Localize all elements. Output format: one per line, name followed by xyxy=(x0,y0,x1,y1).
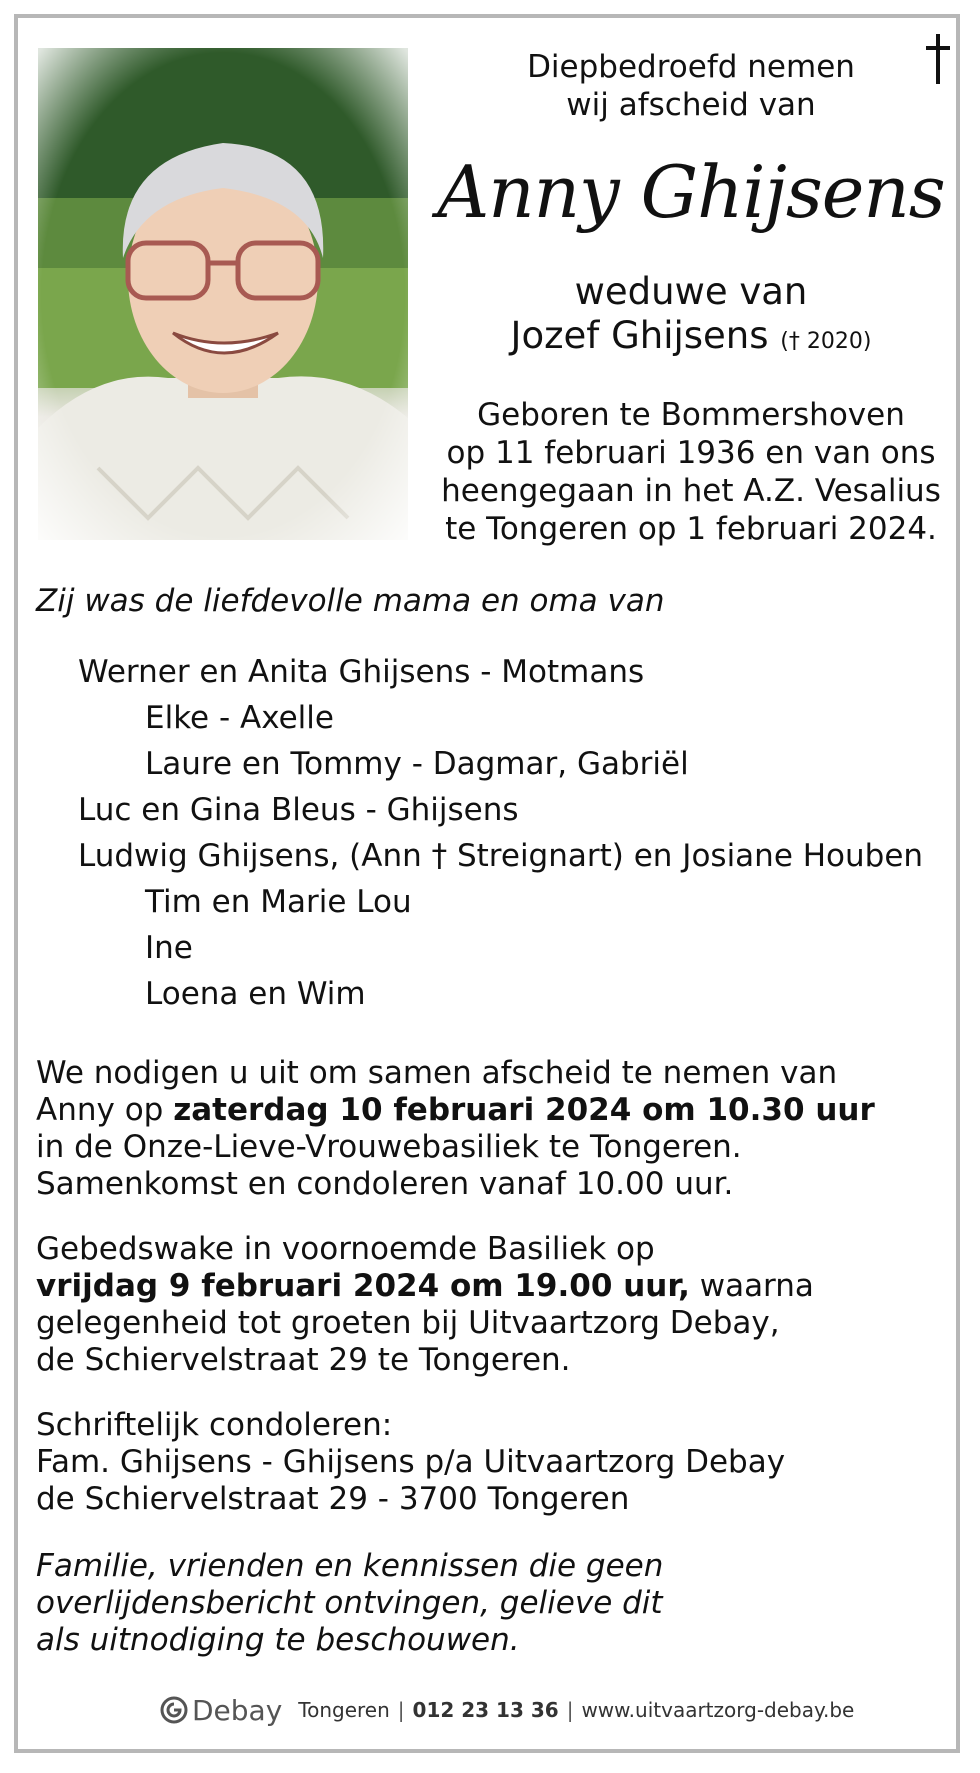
closing-line: Familie, vrienden en kennissen die geen xyxy=(36,1548,664,1584)
invitation-paragraph xyxy=(36,1055,956,1203)
condolence-paragraph xyxy=(36,1407,956,1518)
vigil-paragraph xyxy=(36,1231,956,1379)
intro-text xyxy=(436,48,946,124)
born-line: op 11 februari 1936 en van ons xyxy=(446,435,936,471)
debay-logo-icon xyxy=(160,1696,188,1724)
footer-city: Tongeren xyxy=(298,1698,390,1722)
family-member: Tim en Marie Lou xyxy=(145,884,412,920)
vigil-line: gelegenheid tot groeten bij Uitvaartzorg Debay, xyxy=(36,1305,780,1341)
debay-logo xyxy=(160,1694,282,1727)
intro-line: Diepbedroefd nemen xyxy=(527,49,855,85)
closing-paragraph xyxy=(36,1548,956,1659)
footer xyxy=(160,1690,854,1730)
lovingly-heading: Zij was de liefdevolle mama en oma van xyxy=(36,583,665,619)
widow-of: weduwe van xyxy=(574,270,808,313)
vigil-line: Gebedswake in voornoemde Basiliek op xyxy=(36,1231,655,1267)
closing-line: als uitnodiging te beschouwen. xyxy=(36,1622,520,1658)
condolence-line: Fam. Ghijsens - Ghijsens p/a Uitvaartzorg Debay xyxy=(36,1444,786,1480)
deceased-name: Anny Ghijsens xyxy=(437,150,945,234)
family-member: Elke - Axelle xyxy=(145,700,334,736)
vigil-line xyxy=(36,1268,956,1305)
footer-website: www.uitvaartzorg-debay.be xyxy=(581,1698,855,1722)
closing-line: overlijdensbericht ontvingen, gelieve dit xyxy=(36,1585,663,1621)
husband-name: Jozef Ghijsens xyxy=(510,314,769,357)
born-line: te Tongeren op 1 februari 2024. xyxy=(445,511,937,547)
family-member: Luc en Gina Bleus - Ghijsens xyxy=(78,792,519,828)
family-member: Ludwig Ghijsens, (Ann † Streignart) en Josiane Houben xyxy=(78,838,924,874)
footer-separator: | xyxy=(566,1698,574,1722)
birth-death-info xyxy=(436,396,946,548)
portrait-photo xyxy=(38,48,408,540)
funeral-datetime: zaterdag 10 februari 2024 om 10.30 uur xyxy=(173,1092,875,1128)
invitation-line xyxy=(36,1092,956,1129)
invitation-text: Anny op xyxy=(36,1092,174,1128)
invitation-line: in de Onze-Lieve-Vrouwebasiliek te Tongeren. xyxy=(36,1129,742,1165)
family-member: Loena en Wim xyxy=(145,976,366,1012)
husband-line xyxy=(436,314,946,364)
family-member: Ine xyxy=(145,930,193,966)
invitation-line: Samenkomst en condoleren vanaf 10.00 uur. xyxy=(36,1166,734,1202)
invitation-line: We nodigen u uit om samen afscheid te nemen van xyxy=(36,1055,838,1091)
born-line: heengegaan in het A.Z. Vesalius xyxy=(441,473,941,509)
vigil-text: waarna xyxy=(689,1268,814,1304)
vigil-line: de Schiervelstraat 29 te Tongeren. xyxy=(36,1342,571,1378)
footer-separator: | xyxy=(397,1698,405,1722)
brand-name: Debay xyxy=(192,1693,283,1727)
footer-phone: 012 23 13 36 xyxy=(412,1698,559,1722)
born-line: Geboren te Bommershoven xyxy=(477,397,905,433)
vigil-datetime: vrijdag 9 februari 2024 om 19.00 uur, xyxy=(36,1268,690,1304)
condolence-line: Schriftelijk condoleren: xyxy=(36,1407,393,1443)
family-member: Werner en Anita Ghijsens - Motmans xyxy=(78,654,645,690)
intro-line: wij afscheid van xyxy=(566,87,816,123)
husband-death: († 2020) xyxy=(780,329,872,354)
family-member: Laure en Tommy - Dagmar, Gabriël xyxy=(145,746,689,782)
condolence-line: de Schiervelstraat 29 - 3700 Tongeren xyxy=(36,1481,630,1517)
